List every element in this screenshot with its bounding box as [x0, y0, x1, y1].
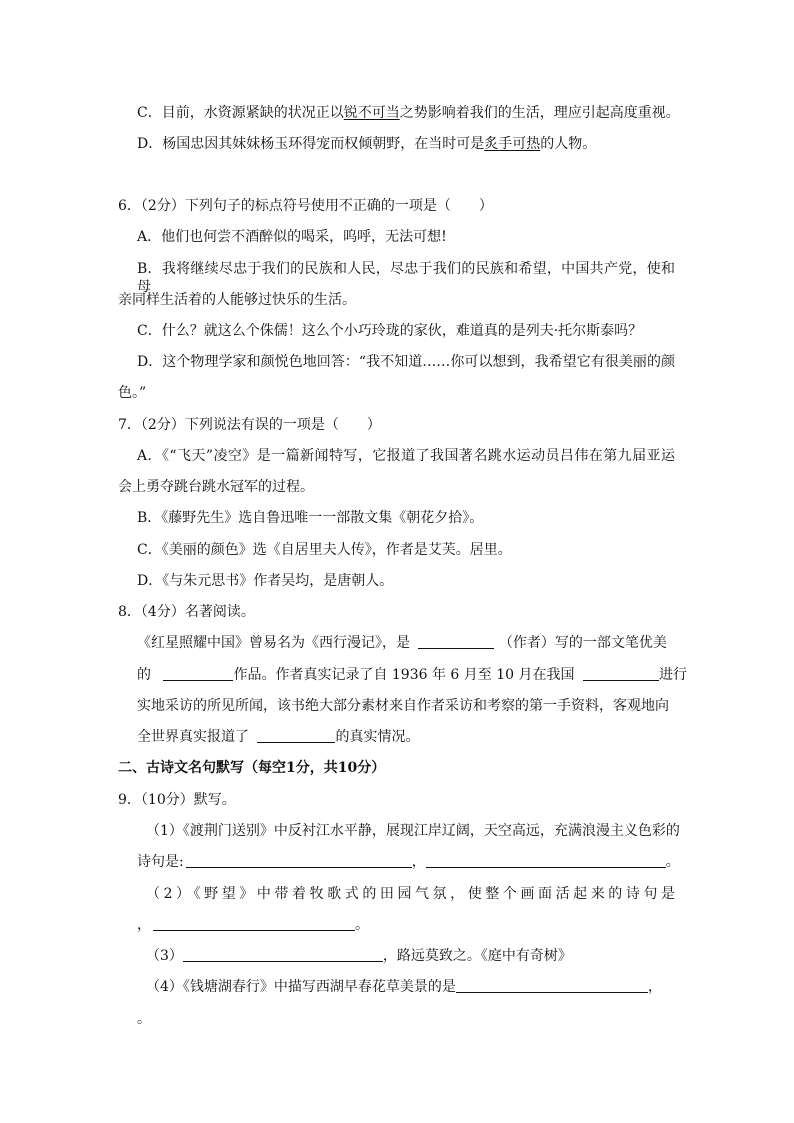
q9-part1-line1: （1）《渡荆门送别》中反衬江水平静，展现江岸辽阔，天空高远，充满浪漫主义色彩的 — [146, 823, 680, 839]
q9-part1-period: 。 — [665, 854, 680, 870]
q5-option-c — [137, 104, 680, 122]
q9-part1-comma: ， — [411, 854, 426, 870]
q9-part4-period: 。 — [137, 1011, 151, 1027]
q9-part3-blank[interactable] — [183, 947, 383, 962]
q8-blank-genre[interactable] — [163, 666, 233, 681]
q8-line4 — [137, 728, 419, 746]
q8-line1-text-end: （作者）写的一部文笔优美 — [498, 635, 667, 651]
q9-part2-period: 。 — [355, 917, 369, 933]
q9-part2-line1 — [146, 885, 675, 903]
q8-line2-text-mid: 作品。作者真实记录了自 1936 年 6 月至 10 月在我国 — [233, 667, 575, 683]
q9-part3-text: ，路远莫致之。《庭中有奇树》 — [382, 948, 572, 964]
q9-part4-text: （4）《钱塘湖春行》中描写西湖早春花草美景的是 — [146, 979, 456, 995]
q9-part3 — [146, 947, 572, 965]
q6-option-d-line2: 色。” — [118, 385, 147, 401]
q5-option-d-text-end: 的人物。 — [540, 136, 597, 152]
q9-part4-line2 — [137, 1010, 151, 1028]
q7-option-a-line1-text: A．《“飞天”凌空》是一篇新闻特写，它报道了我国著名跳水运动员吕伟在第九届亚运 — [137, 448, 675, 464]
q8-line4-text: 全世界真实报道了 — [137, 729, 249, 745]
q7-option-d: D．《与朱元思书》作者吴均，是唐朝人。 — [137, 573, 394, 589]
q8-line4-text-end: 的真实情况。 — [335, 729, 420, 745]
q5-option-d-idiom: 炙手可热 — [484, 136, 541, 152]
q5-option-c-text-end: 之势影响着我们的生活，理应引起高度重视。 — [399, 105, 680, 121]
q9-part1-line2 — [137, 853, 680, 871]
q9-part4-line1 — [146, 978, 662, 996]
q6-stem: 6．（2分）下列句子的标点符号使用不正确的一项是（ ） — [118, 198, 493, 214]
q9-part1-blank1[interactable] — [186, 853, 412, 868]
q9-part1-label: 诗句是: — [137, 854, 184, 870]
q8-line2-text-end: 进行 — [658, 667, 687, 683]
q8-line1 — [137, 634, 667, 652]
q6-option-b-line1-text: B．我将继续尽忠于我们的民族和人民，尽忠于我们的民族和希望，中国共产党，使和母 — [137, 261, 675, 295]
q6-option-b-line2: 亲同样生活着的人能够过快乐的生活。 — [118, 292, 356, 308]
q9-part2-comma: ， — [137, 917, 151, 933]
q9-part4-blank1[interactable] — [456, 978, 648, 993]
q7-stem: 7．（2分）下列说法有误的一项是（ ） — [118, 417, 381, 433]
q9-stem: 9．（10分）默写。 — [118, 792, 236, 808]
q9-part2-blank[interactable] — [153, 916, 355, 931]
q8-line1-text: 《红星照耀中国》曾易名为《西行漫记》，是 — [137, 635, 410, 651]
q8-blank-region[interactable] — [583, 666, 659, 681]
q6-option-c: C．什么？就这么个侏儒！这么个小巧玲珑的家伙，难道真的是列夫·托尔斯泰吗？ — [137, 323, 643, 339]
q6-option-d-line1 — [137, 353, 675, 371]
q9-part2-line2 — [137, 916, 369, 934]
q7-option-c: C．《美丽的颜色》选《自居里夫人传》，作者是艾芙。居里。 — [137, 542, 512, 558]
q7-option-a-line2: 会上勇夺跳台跳水冠军的过程。 — [118, 479, 314, 495]
section2-heading: 二、古诗文名句默写（每空1分，共10分） — [118, 760, 386, 776]
q8-stem: 8．（4分）名著阅读。 — [118, 604, 255, 620]
q6-option-d-line1-text: D．这个物理学家和颜悦色地回答：“我不知道……你可以想到，我希望它有很美丽的颜 — [137, 354, 675, 370]
q5-option-c-text: C．目前，水资源紧缺的状况正以 — [137, 105, 344, 121]
q5-option-d-text: D．杨国忠因其妹妹杨玉环得宠而权倾朝野，在当时可是 — [137, 136, 485, 152]
q8-line3: 实地采访的所见所闻，该书绝大部分素材来自作者采访和考察的第一手资料，客观地向 — [137, 698, 669, 714]
q5-option-c-idiom: 锐不可当 — [343, 105, 400, 121]
q8-blank-author[interactable] — [418, 634, 494, 649]
q9-part4-comma: ， — [647, 979, 662, 995]
q9-part1-blank2[interactable] — [426, 853, 666, 868]
q6-option-a: A．他们也何尝不酒醉似的喝采，呜呼，无法可想! — [137, 229, 447, 245]
q8-line2-text: 的 — [137, 667, 151, 683]
q9-part2-line1-text: （2）《野望》中带着牧歌式的田园气氛，使整个画面活起来的诗句是 — [146, 886, 675, 902]
q7-option-b: B．《藤野先生》选自鲁迅唯一一部散文集《朝花夕拾》。 — [137, 510, 484, 526]
q5-option-d — [137, 135, 596, 153]
q9-part3-label: （3） — [146, 948, 183, 964]
q7-option-a-line1 — [137, 447, 675, 465]
q8-line2 — [137, 666, 687, 684]
q8-blank-subject[interactable] — [257, 728, 335, 743]
